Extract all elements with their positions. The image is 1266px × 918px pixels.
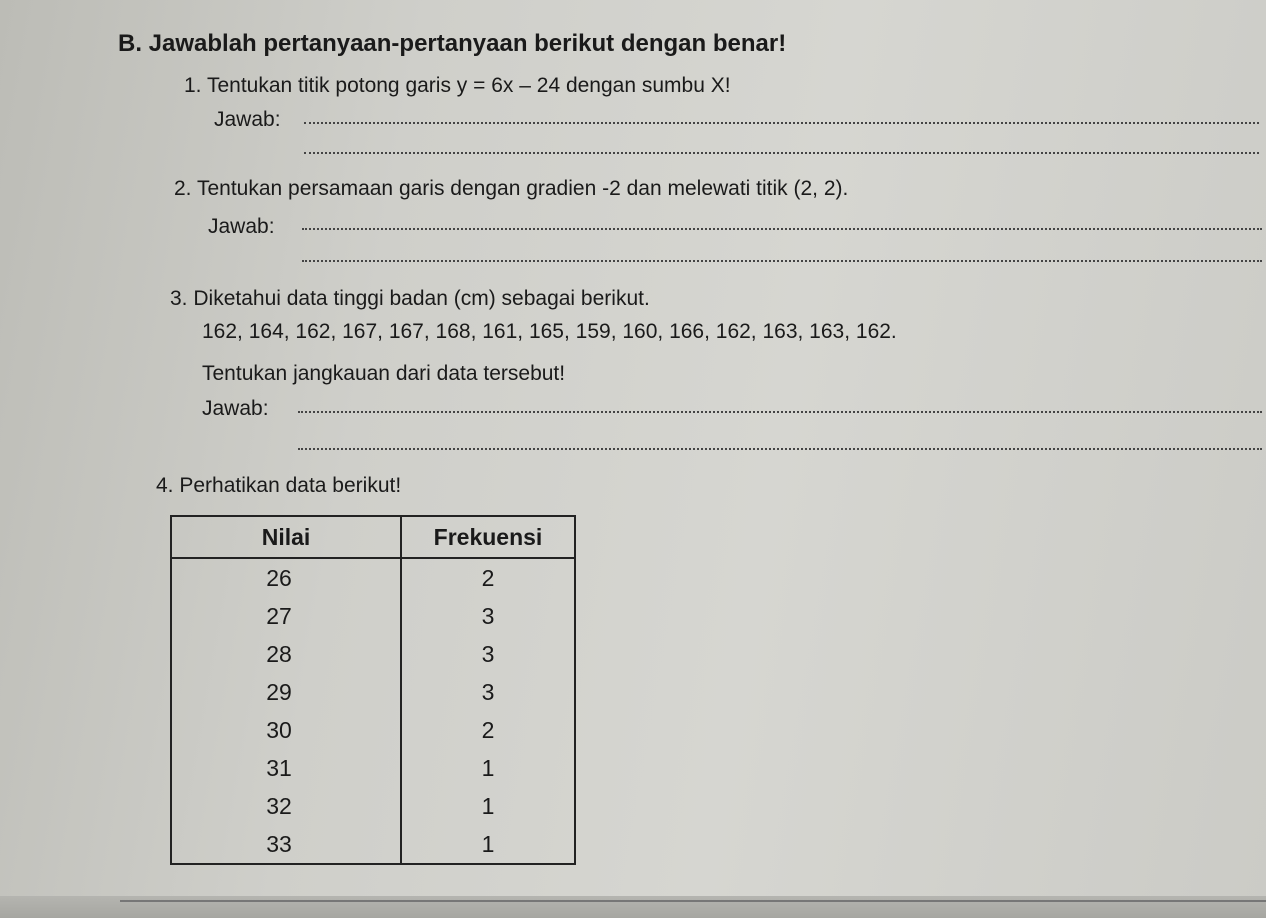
question-4-text: Perhatikan data berikut! bbox=[179, 474, 402, 497]
table-cell-nilai: 30 bbox=[171, 711, 401, 749]
table-cell-frekuensi: 3 bbox=[401, 597, 575, 635]
table-row bbox=[171, 787, 575, 825]
table-cell-frekuensi: 1 bbox=[401, 749, 575, 787]
question-1-answer-line-2[interactable] bbox=[304, 152, 1259, 154]
question-3-instruction: Tentukan jangkauan dari data tersebut! bbox=[202, 362, 566, 385]
question-3-text: Diketahui data tinggi badan (cm) sebagai berikut. bbox=[193, 287, 650, 310]
question-3-number: 3. bbox=[170, 287, 188, 310]
question-2 bbox=[174, 177, 848, 201]
question-3-data-line: 162, 164, 162, 167, 167, 168, 161, 165, 159, 160, 166, 162, 163, 163, 162. bbox=[202, 320, 897, 343]
table-cell-frekuensi: 3 bbox=[401, 673, 575, 711]
table-cell-nilai: 27 bbox=[171, 597, 401, 635]
frequency-table bbox=[170, 515, 576, 865]
question-2-answer-line-2[interactable] bbox=[302, 260, 1262, 262]
table-cell-nilai: 29 bbox=[171, 673, 401, 711]
question-1-text: Tentukan titik potong garis y = 6x – 24 dengan sumbu X! bbox=[206, 74, 731, 97]
question-3-answer-line-1[interactable] bbox=[298, 411, 1262, 413]
table-row bbox=[171, 825, 575, 864]
table-row bbox=[171, 635, 575, 673]
question-3-answer-label: Jawab: bbox=[202, 397, 269, 420]
question-1 bbox=[184, 74, 731, 98]
section-title: B. Jawablah pertanyaan-pertanyaan berikut dengan benar! bbox=[118, 30, 787, 57]
table-cell-frekuensi: 1 bbox=[401, 787, 575, 825]
table-cell-nilai: 28 bbox=[171, 635, 401, 673]
table-header-nilai: Nilai bbox=[171, 516, 401, 558]
question-4 bbox=[156, 474, 401, 498]
question-2-text: Tentukan persamaan garis dengan gradien -2 dan melewati titik (2, 2). bbox=[196, 177, 849, 200]
table-row bbox=[171, 711, 575, 749]
table-cell-frekuensi: 2 bbox=[401, 558, 575, 597]
table-cell-frekuensi: 2 bbox=[401, 711, 575, 749]
table-header-row bbox=[171, 516, 575, 558]
table-row bbox=[171, 597, 575, 635]
table-cell-nilai: 31 bbox=[171, 749, 401, 787]
page-divider bbox=[120, 900, 1266, 902]
table-cell-nilai: 26 bbox=[171, 558, 401, 597]
table-row bbox=[171, 558, 575, 597]
question-2-number: 2. bbox=[174, 177, 192, 200]
table-row bbox=[171, 673, 575, 711]
table-cell-frekuensi: 3 bbox=[401, 635, 575, 673]
table-cell-nilai: 32 bbox=[171, 787, 401, 825]
table-cell-frekuensi: 1 bbox=[401, 825, 575, 864]
question-1-number: 1. bbox=[184, 74, 202, 97]
table-cell-nilai: 33 bbox=[171, 825, 401, 864]
question-4-number: 4. bbox=[156, 474, 174, 497]
question-1-answer-label: Jawab: bbox=[214, 108, 281, 131]
table-header-frekuensi: Frekuensi bbox=[401, 516, 575, 558]
table-row bbox=[171, 749, 575, 787]
question-3-answer-line-2[interactable] bbox=[298, 448, 1262, 450]
question-3 bbox=[170, 287, 650, 311]
question-1-answer-line-1[interactable] bbox=[304, 122, 1259, 124]
question-2-answer-label: Jawab: bbox=[208, 215, 275, 238]
question-2-answer-line-1[interactable] bbox=[302, 228, 1262, 230]
